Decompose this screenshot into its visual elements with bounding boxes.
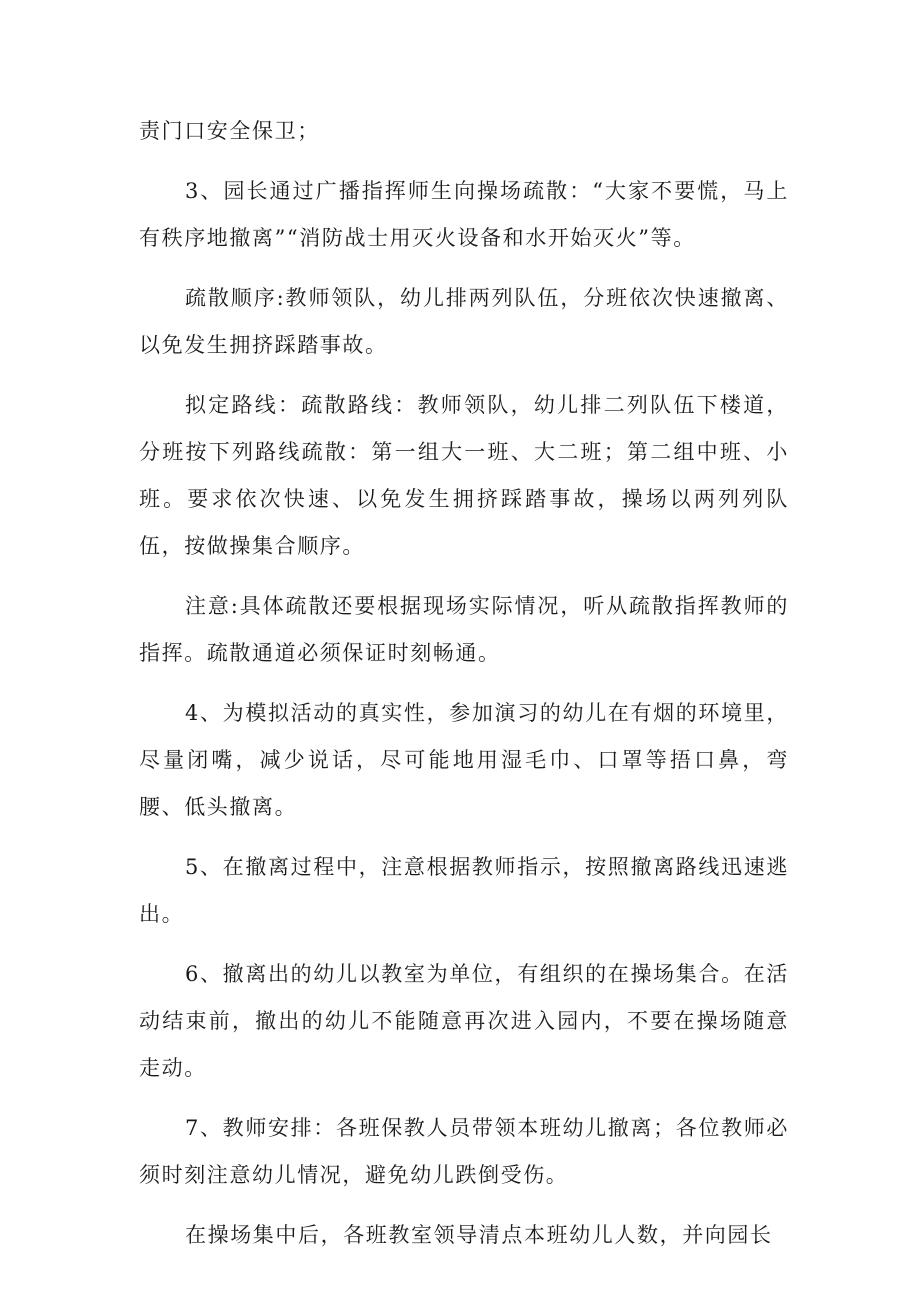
paragraph-evacuation-process: 5、在撤离过程中，注意根据教师指示，按照撤离路线迅速逃出。 bbox=[139, 855, 789, 926]
paragraph-assembly: 6、撤离出的幼儿以教室为单位，有组织的在操场集合。在活动结束前，撤出的幼儿不能随意再次进入园内，不要在操场随意走动。 bbox=[139, 962, 789, 1080]
paragraph-teacher-arrangement: 7、教师安排：各班保教人员带领本班幼儿撤离；各位教师必须时刻注意幼儿情况，避免幼儿跌倒受伤。 bbox=[139, 1116, 789, 1187]
paragraph-headcount: 在操场集中后，各班教室领导清点本班幼儿人数，并向园长 bbox=[185, 1223, 773, 1247]
paragraph-notice: 注意:具体疏散还要根据现场实际情况，听从疏散指挥教师的指挥。疏散通道必须保证时刻畅通。 bbox=[139, 594, 789, 665]
paragraph-broadcast-instruction: 3、园长通过广播指挥师生向操场疏散：“大家不要慌，马上有秩序地撤离”“消防战士用灭火设备和水开始灭火”等。 bbox=[139, 179, 789, 250]
paragraph-continuation: 责门口安全保卫； bbox=[139, 119, 320, 143]
document-body bbox=[139, 108, 789, 1272]
paragraph-planned-route: 拟定路线：疏散路线：教师领队，幼儿排二列队伍下楼道，分班按下列路线疏散：第一组大一班、大二班；第二组中班、小班。要求依次快速、以免发生拥挤踩踏事故，操场以两列列队伍，按做操集合顺序。 bbox=[139, 393, 789, 558]
paragraph-smoke-simulation: 4、为模拟活动的真实性，参加演习的幼儿在有烟的环境里，尽量闭嘴，减少说话，尽可能地用湿毛巾、口罩等捂口鼻，弯腰、低头撤离。 bbox=[139, 701, 789, 819]
paragraph-evacuation-order: 疏散顺序:教师领队，幼儿排两列队伍，分班依次快速撤离、以免发生拥挤踩踏事故。 bbox=[139, 286, 789, 357]
